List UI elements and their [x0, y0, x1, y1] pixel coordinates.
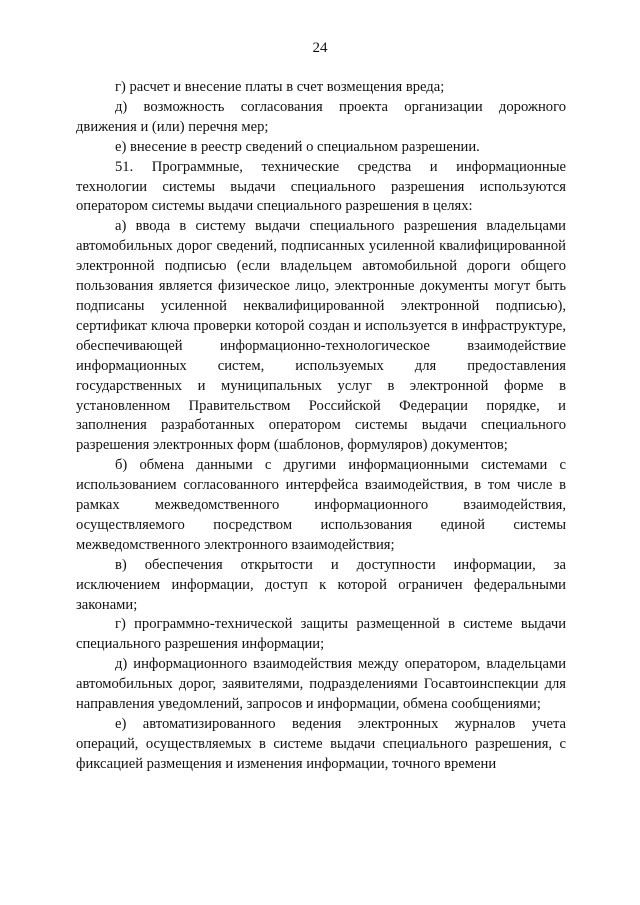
page-number: 24: [312, 40, 328, 56]
clause-51-item-a: а) ввода в систему выдачи специального разрешения владельцами автомобильных дорог сведений, подписанных усиленной квалифицированной электронной подписью (если владельцем автомобильной дороги общего пользования является физическое лицо, электронные документы могут быть подписаны усиленной неквалифицированной электронной подписью), сертификат ключа проверки которой создан и используется в инфраструктуре, обеспечивающей информационно-технологическое взаимодействие информационных систем, используемых для предоставления государственных и муниципальных услуг в электронной форме в установленном Правительством Российской Федерации порядке, и заполнения разработанных оператором системы выдачи специального разрешения электронных форм (шаблонов, формуляров) документов;: [76, 218, 566, 454]
clause-51-item-d: д) информационного взаимодействия между оператором, владельцами автомобильных дорог, заявителями, подразделениями Госавтоинспекции для направления уведомлений, запросов и информации, обмена сообщениями;: [76, 656, 566, 713]
list-item-d-approval: д) возможность согласования проекта организации дорожного движения и (или) перечня мер;: [76, 98, 566, 135]
list-item-e-registry: е) внесение в реестр сведений о специальном разрешении.: [115, 138, 480, 155]
document-body: [76, 78, 566, 775]
clause-51-item-g: г) программно-технической защиты размещенной в системе выдачи специального разрешения информации;: [76, 616, 566, 653]
clause-51-intro: 51. Программные, технические средства и информационные технологии системы выдачи специального разрешения используются оператором системы выдачи специального разрешения в целях:: [76, 158, 566, 215]
list-item-g-payment: г) расчет и внесение платы в счет возмещения вреда;: [115, 79, 445, 95]
clause-51-item-v: в) обеспечения открытости и доступности информации, за исключением информации, доступ к которой ограничен федеральными законами;: [76, 556, 566, 613]
clause-51-item-e: е) автоматизированного ведения электронных журналов учета операций, осуществляемых в системе выдачи специального разрешения, с фиксацией размещения и изменения информации, точного времени: [76, 716, 566, 772]
clause-51-item-b: б) обмена данными с другими информационными системами с использованием согласованного интерфейса взаимодействия, в том числе в рамках межведомственного информационного взаимодействия, осуществляемого посредством использования единой системы межведомственного электронного взаимодействия;: [76, 457, 566, 553]
